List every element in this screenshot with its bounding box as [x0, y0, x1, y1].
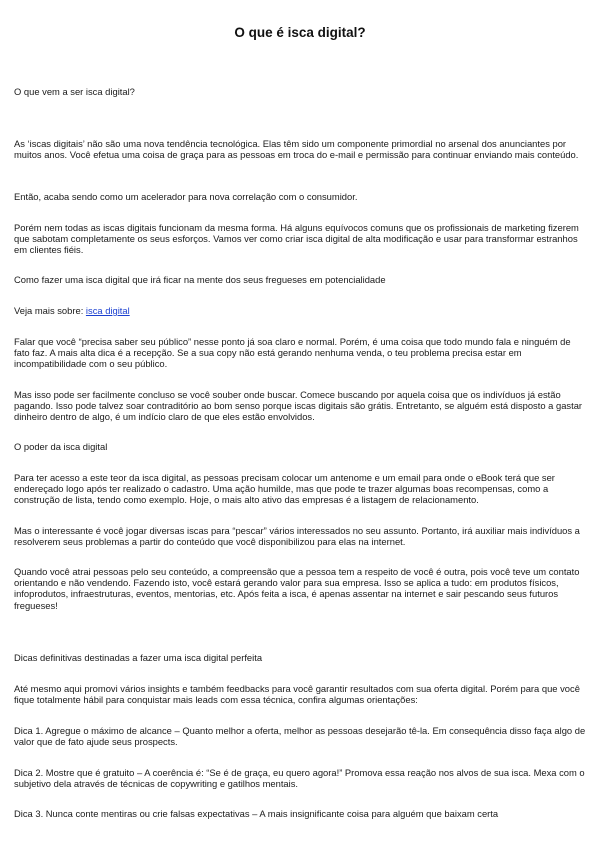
paragraph-power-heading: O poder da isca digital	[14, 441, 108, 452]
paragraph-iscas-history: As ‘iscas digitais’ não são uma nova tendência tecnológica. Elas têm sido um componente primordial no arsenal dos anunciantes por muitos anos. Você efetua uma coisa de graça para as pessoas em troca do e-mail e permissão para continuar enviando mais conteúdo.	[14, 138, 579, 161]
paragraph-accelerator: Então, acaba sendo como um acelerador para nova correlação com o consumidor.	[14, 191, 358, 202]
paragraph-know-audience: Falar que você “precisa saber seu público” nesse ponto já soa claro e normal. Porém, é uma coisa que todo mundo fala e ninguém de fato faz. A mais alta dica é a recepção. Se a sua copy não está gerando nenhuma venda, o teu problema precisa estar em incompatibilidade com o seu público.	[14, 336, 571, 370]
paragraph-definitive-tips-heading: Dicas definitivas destinadas a fazer uma isca digital perfeita	[14, 652, 263, 663]
page-title: O que é isca digital?	[234, 25, 366, 40]
paragraph-how-to: Como fazer uma isca digital que irá ficar na mente dos seus fregueses em potencialidade	[14, 274, 386, 285]
paragraph-tip-2: Dica 2. Mostre que é gratuito – A coerência é: “Se é de graça, eu quero agora!” Promova essa reação nos alvos de sua isca. Mexa com o subjetivo dela através de técnicas de copywriting e gatilhos mentais.	[14, 767, 585, 790]
paragraph-tip-1: Dica 1. Agregue o máximo de alcance – Quanto melhor a oferta, melhor as pessoas desejarão tê-la. Em consequência disso faça algo de valor que de fato ajude seus prospects.	[14, 725, 586, 748]
paragraph-tip-3: Dica 3. Nunca conte mentiras ou crie falsas expectativas – A mais insignificante coisa para alguém que baixam certa	[14, 808, 499, 819]
paragraph-access-content: Para ter acesso a este teor da isca digital, as pessoas precisam colocar um antenome e um email para onde o eBook terá que ser endereçado logo após ter realizado o cadastro. Uma ação humilde, mas que pode te trazer algumas boas recompensas, como a construção de lista, tendo como exemplo. Hoje, o mais alto ativo das empresas é a listagem de relacionamento.	[14, 472, 555, 506]
paragraph-intro-question: O que vem a ser isca digital?	[14, 86, 135, 97]
see-more-prefix: Veja mais sobre:	[14, 305, 86, 316]
paragraph-insights: Até mesmo aqui promovi vários insights e também feedbacks para você garantir resultados com sua oferta digital. Porém para que você fique totalmente hábil para conquistar mais leads com essa técnica, confira algumas orientações:	[14, 683, 580, 706]
paragraph-multiple-baits: Mas o interessante é você jogar diversas iscas para “pescar” vários interessados no seu assunto. Portanto, irá auxiliar mais indivíduos a resolverem seus problemas a partir do conteúdo que você disponibilizou para elas na internet.	[14, 525, 580, 548]
isca-digital-link[interactable]: isca digital	[85, 305, 130, 316]
paragraph-see-more	[14, 305, 586, 316]
paragraph-common-mistakes: Porém nem todas as iscas digitais funcionam da mesma forma. Há alguns equívocos comuns que os profissionais de marketing fizerem que sabotam completamente os seus esforços. Vamos ver como criar isca digital de alta modificação e usar para transformar estranhos em clientes fiéis.	[14, 222, 579, 256]
paragraph-attract-people: Quando você atrai pessoas pelo seu conteúdo, a compreensão que a pessoa tem a respeito de você é outra, pois você teve um contato orientando e não vendendo. Fazendo isto, você estará gerando valor para sua empresa. Isso se aplica a tudo: em produtos físicos, infoprodutos, infraestruturas, eventos, mentorias, etc. Após feita a isca, é apenas assentar na internet e sair pescando seus futuros fregueses!	[14, 566, 580, 611]
paragraph-where-to-search: Mas isso pode ser facilmente concluso se você souber onde buscar. Comece buscando por aquela coisa que os indivíduos já estão pagando. Isso pode talvez soar contraditório ao bom senso porque iscas digitais são grátis. Entretanto, se alguém está disposto a gastar dinheiro dentro de algo, é um indício claro de que eles estão envolvidos.	[14, 389, 583, 423]
